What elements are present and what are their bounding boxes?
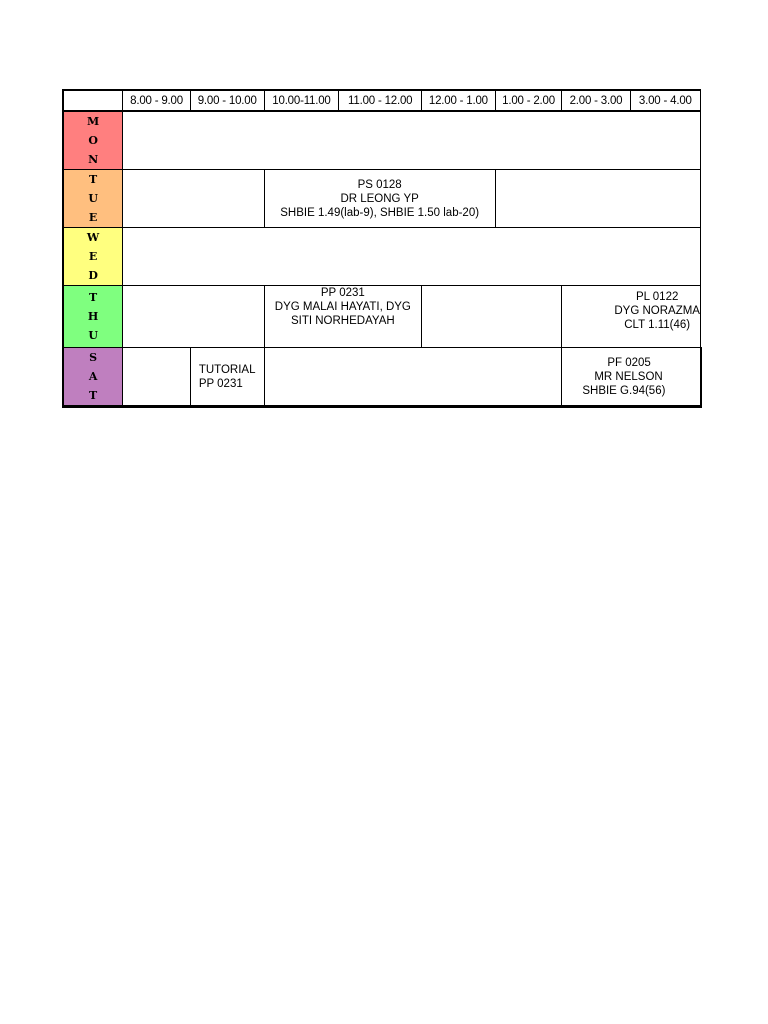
time-slot-header: 10.00-11.00 xyxy=(264,90,339,111)
day-letter: E xyxy=(88,250,98,263)
day-letter: O xyxy=(88,134,98,147)
lesson-lecturer: DR LEONG YP xyxy=(340,192,419,205)
empty-slot xyxy=(701,348,702,407)
empty-slot xyxy=(123,170,264,228)
lesson-code: TUTORIAL xyxy=(198,363,256,376)
lesson-code: PS 0128 xyxy=(357,178,402,191)
day-letter: W xyxy=(86,231,100,244)
day-letter: T xyxy=(89,291,98,304)
empty-slot xyxy=(123,348,191,407)
time-slot-header: 12.00 - 1.00 xyxy=(422,90,496,111)
time-slot-header: 9.00 - 10.00 xyxy=(190,90,264,111)
day-label-monday xyxy=(63,111,123,170)
lesson-lecturer: DYG NORAZMA xyxy=(614,305,700,317)
day-row-tuesday xyxy=(63,170,702,228)
day-label-tuesday xyxy=(63,170,123,228)
day-letter: U xyxy=(88,329,98,342)
day-row-saturday xyxy=(63,348,702,407)
day-row-monday xyxy=(63,111,702,170)
day-letter: A xyxy=(88,370,98,383)
lesson-venue: CLT 1.11(46) xyxy=(624,319,691,331)
time-slot-header: 3.00 - 4.00 xyxy=(630,90,700,111)
lesson-venue: SHBIE G.94(56) xyxy=(582,384,666,397)
day-label-wednesday xyxy=(63,228,123,286)
lesson-ps0128 xyxy=(264,170,495,228)
day-label-saturday xyxy=(63,348,123,407)
empty-slot xyxy=(123,286,264,348)
time-slot-header: 2.00 - 3.00 xyxy=(562,90,630,111)
lesson-pl0122 xyxy=(562,286,701,348)
day-label-thursday xyxy=(63,286,123,348)
empty-slot xyxy=(495,170,700,228)
empty-slot xyxy=(422,286,562,348)
day-letter: D xyxy=(88,269,98,282)
lesson-lecturer: MR NELSON xyxy=(594,370,663,383)
lesson-code: PF 0205 xyxy=(607,356,651,369)
empty-slot xyxy=(264,348,562,407)
day-letter: E xyxy=(88,211,98,224)
day-letter: M xyxy=(87,115,100,128)
day-letter: T xyxy=(89,173,98,186)
lesson-venue: SHBIE 1.49(lab-9), SHBIE 1.50 lab-20) xyxy=(280,206,480,219)
lesson-tutorial xyxy=(190,348,264,407)
day-letter: T xyxy=(89,389,98,402)
time-slot-header: 1.00 - 2.00 xyxy=(495,90,562,111)
lesson-lecturer: DYG MALAI HAYATI, DYG xyxy=(274,301,411,313)
time-slot-header: 8.00 - 9.00 xyxy=(123,90,191,111)
lesson-pp0231 xyxy=(264,286,421,348)
time-header-row xyxy=(63,90,702,111)
lesson-code: PP 0231 xyxy=(320,287,365,299)
timetable-viewport xyxy=(62,89,702,411)
day-letter: N xyxy=(88,153,99,166)
lesson-lecturer: SITI NORHEDAYAH xyxy=(290,315,395,327)
day-row-wednesday xyxy=(63,228,702,286)
day-letter: U xyxy=(88,192,98,205)
day-letter: S xyxy=(89,351,98,364)
day-letter: H xyxy=(87,310,99,323)
empty-slot xyxy=(123,111,701,170)
day-row-thursday xyxy=(63,286,702,348)
corner-cell xyxy=(63,90,123,111)
timetable xyxy=(62,89,702,408)
lesson-code: PP 0231 xyxy=(198,377,243,390)
empty-slot xyxy=(123,228,701,286)
lesson-code: PL 0122 xyxy=(635,291,679,303)
lesson-pf0205 xyxy=(562,348,701,407)
time-slot-header: 11.00 - 12.00 xyxy=(339,90,422,111)
